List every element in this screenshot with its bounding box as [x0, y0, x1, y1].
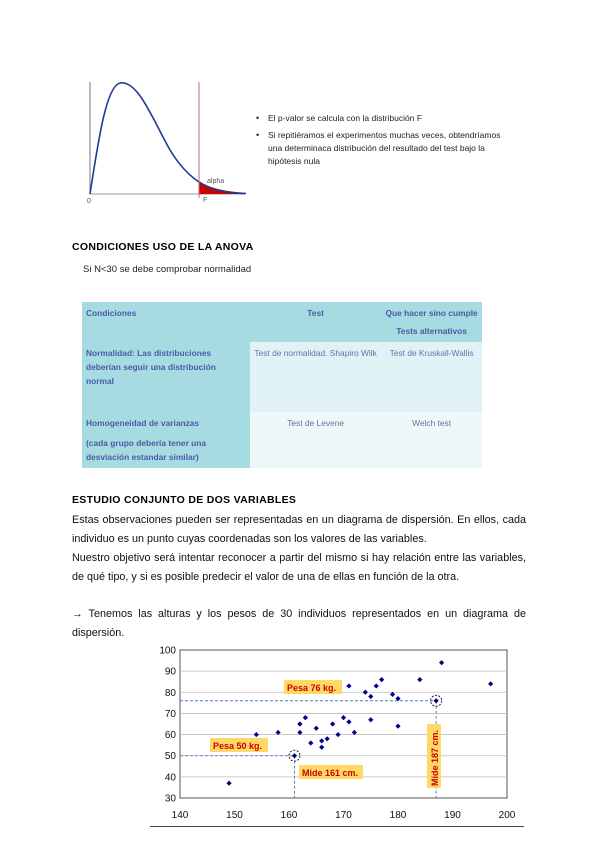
- x-tick-label: 180: [389, 810, 407, 821]
- y-tick-label: 80: [164, 687, 176, 699]
- anova-note: Si N<30 se debe comprobar normalidad: [83, 264, 252, 275]
- y-tick-label: 30: [164, 793, 176, 805]
- header-condiciones: Condiciones: [82, 302, 250, 342]
- condition-cell: Normalidad: Las distribuciones deberían seguir una distribución normal: [82, 342, 250, 412]
- x-tick-label: 200: [498, 810, 516, 821]
- f-plot-label-f: F: [203, 197, 208, 204]
- condition-note: (cada grupo debería tener una desviación estandar similar): [86, 438, 207, 462]
- x-tick-label: 140: [171, 810, 189, 821]
- y-tick-label: 40: [164, 772, 176, 784]
- alternative-cell: Welch test: [381, 412, 482, 468]
- x-tick-label: 150: [226, 810, 243, 821]
- header-que-hacer: Que hacer sino cumple: [385, 308, 478, 318]
- annotation-pesa-76: Pesa 76 kg.: [287, 683, 337, 693]
- height-weight-scatter-chart: [148, 640, 526, 830]
- test-cell: Test de Levene: [250, 412, 381, 468]
- chart-bottom-rule: [150, 826, 524, 827]
- y-tick-label: 90: [164, 666, 176, 678]
- f-plot-label-zero: 0: [87, 198, 91, 205]
- fdist-bullet: • El p-valor se calcula con la distribución F: [254, 112, 504, 125]
- test-cell: Test de normalidad. Shapiro Wilk: [250, 342, 381, 412]
- f-plot-alpha-label: alpha: [207, 178, 225, 185]
- header-alternativas: [381, 302, 482, 342]
- y-tick-label: 100: [159, 645, 176, 657]
- condition-cell: [82, 412, 250, 468]
- header-test: Test: [250, 302, 381, 342]
- alternative-cell: Test de Kruskall-Wallis: [381, 342, 482, 412]
- anova-conditions-table: [82, 302, 482, 468]
- study-paragraph-1: Estas observaciones pueden ser representadas en un diagrama de dispersión. En ellos, cada individuo es un punto cuyas coordenadas son los valores de las variables.: [72, 514, 526, 545]
- y-tick-label: 70: [164, 708, 176, 720]
- x-tick-label: 170: [335, 810, 352, 821]
- study-paragraph-2: Nuestro objetivo será intentar reconocer a partir del mismo si hay relación entre las variables, de qué tipo, y si es posible predecir el valor de una de ellas en función de la otra.: [72, 552, 526, 583]
- condition-label: Homogeneidad de varianzas: [86, 418, 200, 428]
- table-header-row: [82, 302, 482, 342]
- f-distribution-plot: [80, 78, 250, 208]
- y-tick-label: 60: [164, 730, 176, 742]
- x-tick-label: 160: [280, 810, 298, 821]
- study-paragraph-3: → Tenemos las alturas y los pesos de 30 individuos representados en un diagrama de dispersión.: [72, 608, 526, 639]
- annotation-mide-187: Mide 187 cm.: [430, 729, 440, 786]
- table-row: [82, 342, 482, 412]
- annotation-pesa-50: Pesa 50 kg.: [213, 741, 263, 751]
- annotation-mide-161: Mide 161 cm.: [302, 768, 359, 778]
- study-title: ESTUDIO CONJUNTO DE DOS VARIABLES: [72, 494, 297, 506]
- fdist-bullets: [254, 112, 504, 172]
- x-tick-label: 190: [444, 810, 461, 821]
- fdist-bullet: • Si repitiéramos el experimentos muchas veces, obtendríamos una determinaca distribución del resultado del test bajo la hipótesis nula: [254, 129, 504, 168]
- table-row: [82, 412, 482, 468]
- anova-title: CONDICIONES USO DE LA ANOVA: [72, 241, 254, 253]
- header-tests-alternativos: Tests alternativos: [396, 326, 467, 336]
- y-tick-label: 50: [164, 751, 176, 763]
